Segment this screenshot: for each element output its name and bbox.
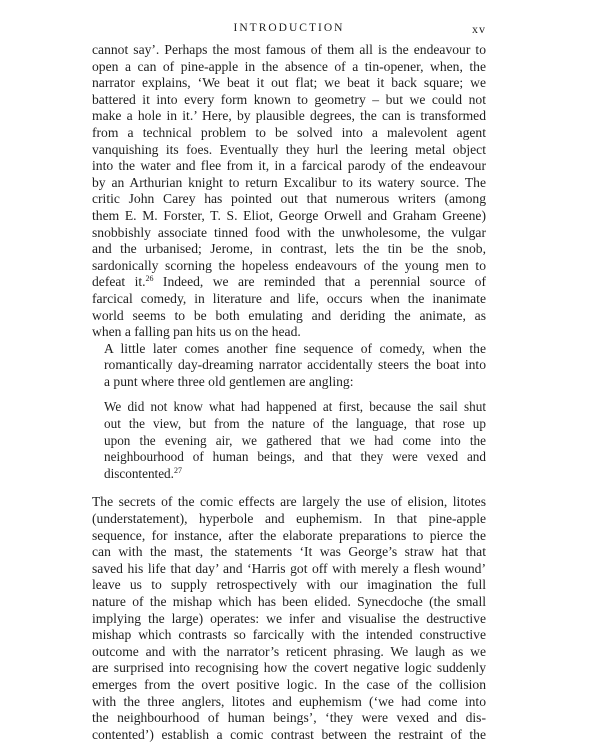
text-line: saved his life that day’ and ‘Harris got off with merely a flesh wound’	[92, 560, 486, 576]
text-line: sardonically scorning the hopeless endeavours of the young men to	[92, 257, 486, 273]
book-page	[92, 22, 486, 743]
quote-line: out the view, but from the nature of the language, that rose up	[104, 416, 486, 432]
text-line: sequence, for instance, after the elaborate preparations to pierce the	[92, 527, 486, 543]
paragraph-comic-effects	[92, 494, 486, 743]
footnote-marker: 27	[173, 465, 182, 475]
text-line: the neighbourhood of human beings’, ‘they were vexed and dis-	[92, 710, 486, 726]
text-line: from a technical problem to be solved into a malevolent agent	[92, 124, 486, 140]
text-line: narrator explains, ‘We beat it out flat; we beat it back square; we	[92, 75, 486, 91]
text-line: emerges from the overt positive logic. In the case of the collision	[92, 676, 486, 692]
running-head	[92, 22, 486, 42]
footnote-marker: 26	[145, 274, 154, 284]
text-line: farcical comedy, in literature and life, occurs when the inanimate	[92, 290, 486, 306]
text-line: The secrets of the comic effects are largely the use of elision, litotes	[92, 494, 486, 510]
quote-line: neighbourhood of human beings, and that they were vexed and	[104, 449, 486, 465]
text-line: cannot say’. Perhaps the most famous of them all is the endeavour to	[92, 42, 486, 57]
text-line: (understatement), hyperbole and euphemism. In that pine-apple	[92, 511, 486, 527]
running-title: INTRODUCTION	[233, 22, 345, 34]
text-line: vanquishing its foes. Eventually they hurl the leering metal object	[92, 141, 486, 157]
text-line: when a falling pan hits us on the head.	[92, 324, 301, 340]
text-line: world seems to be both emulating and deriding the animate, as	[92, 307, 486, 323]
text-line: critic John Carey has pointed out that numerous writers (among	[92, 191, 486, 207]
text-line-with-footnote	[92, 274, 486, 291]
text-line: mishap which contrasts so farcically with the intended constructive	[92, 627, 486, 643]
text-line: A little later comes another fine sequence of comedy, when the	[104, 340, 486, 356]
text-line: into the water and flee from it, in a farcical parody of the endeavour	[92, 158, 486, 174]
text-line: make a hole in it.’ Here, by plausible degrees, the can is transformed	[92, 108, 486, 124]
text-line: contented’) establish a comic contrast between the restraint of the	[92, 726, 486, 742]
text-line: outcome and with the narrator’s reticent phrasing. We laugh as we	[92, 643, 486, 659]
quote-line: We did not know what had happened at first, because the sail shut	[104, 399, 486, 415]
text-line: snobbishly associate tinned food with the unwholesome, the vulgar	[92, 224, 486, 240]
line-text: Indeed, we are reminded that a perennial source of	[153, 274, 486, 290]
text-line: a punt where three old gentlemen are angling:	[104, 373, 354, 389]
block-quotation	[104, 399, 486, 482]
text-line: open a can of pine-apple in the absence of a tin-opener, when, the	[92, 58, 486, 74]
text-line: them E. M. Forster, T. S. Eliot, George Orwell and Graham Greene)	[92, 207, 486, 223]
line-text: defeat it.	[92, 274, 146, 290]
page-number: xv	[472, 22, 486, 36]
text-line: can with the mast, the statements ‘It was George’s straw hat that	[92, 544, 486, 560]
paragraph-anglers-intro	[92, 341, 486, 391]
text-line: and the urbanised; Jerome, in contrast, lets the tin be the snob,	[92, 241, 486, 257]
paragraph-tin-opener	[92, 42, 486, 341]
quote-line-with-footnote	[104, 466, 486, 483]
line-text: discontented.	[104, 465, 174, 481]
text-line: implying the large) operates: we infer and visualise the destructive	[92, 610, 486, 626]
text-line: romantically day-dreaming narrator accidentally steers the boat into	[104, 357, 486, 373]
text-line: nature of the mishap which has been elided. Synecdoche (the small	[92, 594, 486, 609]
text-line: by an Arthurian knight to return Excalibur to its watery source. The	[92, 174, 486, 190]
text-line: are surprised into recognising how the covert negative logic suddenly	[92, 660, 486, 676]
text-line: battered it into every form known to geometry – but we could not	[92, 91, 486, 107]
quote-line: upon the evening air, we gathered that we had come into the	[104, 432, 486, 448]
text-line: with the three anglers, litotes and euphemism (‘we had come into	[92, 693, 486, 709]
text-line: leave us to supply retrospectively with our imagination the full	[92, 577, 486, 593]
